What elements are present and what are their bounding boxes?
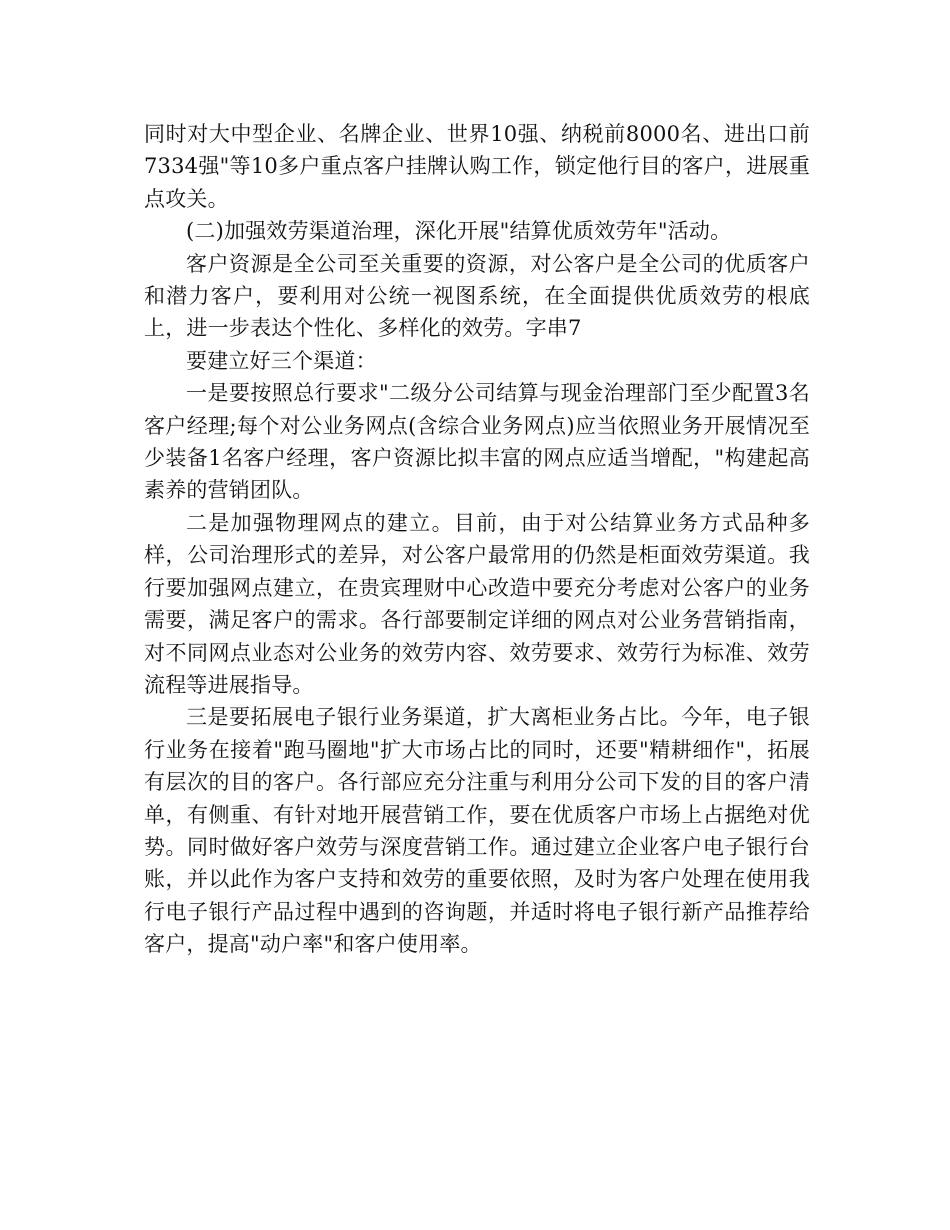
paragraph-1: 同时对大中型企业、名牌企业、世界10强、纳税前8000名、进出口前7334强"等10多户重点客户挂牌认购工作，锁定他行目的客户，进展重点攻关。 [144,122,810,211]
paragraph-7: 三是要拓展电子银行业务渠道，扩大离柜业务占比。今年，电子银行业务在接着"跑马圈地"扩大市场占比的同时，还要"精耕细作"，拓展有层次的目的客户。各行部应充分注重与利用分公司下发的目的客户清单，有侧重、有针对地开展营销工作，要在优质客户市场上占据绝对优势。同时做好客户效劳与深度营销工作。通过建立企业客户电子银行台账，并以此作为客户支持和效劳的重要依照，及时为客户处理在使用我行电子银行产品过程中遇到的咨询题，并适时将电子银行新产品推荐给客户，提高"动户率"和客户使用率。 [144,705,810,957]
paragraph-4: 要建立好三个渠道： [186,348,377,373]
document-body [144,118,810,961]
paragraph-6: 二是加强物理网点的建立。目前，由于对公结算业务方式品种多样，公司治理形式的差异，对公客户最常用的仍然是柜面效劳渠道。我行要加强网点建立，在贵宾理财中心改造中要充分考虑对公客户的业务需要，满足客户的需求。各行部要制定详细的网点对公业务营销指南，对不同网点业态对公业务的效劳内容、效劳要求、效劳行为标准、效劳流程等进展指导。 [144,510,810,697]
paragraph-2-heading: (二)加强效劳渠道治理，深化开展"结算优质效劳年"活动。 [186,219,732,244]
paragraph-3: 客户资源是全公司至关重要的资源，对公客户是全公司的优质客户和潜力客户，要利用对公统一视图系统，在全面提供优质效劳的根底上，进一步表达个性化、多样化的效劳。字串7 [144,251,810,341]
paragraph-5: 一是要按照总行要求"二级分公司结算与现金治理部门至少配置3名客户经理;每个对公业务网点(含综合业务网点)应当依照业务开展情况至少装备1名客户经理，客户资源比拟丰富的网点应适当增配，"构建起高素养的营销团队。 [144,381,810,503]
